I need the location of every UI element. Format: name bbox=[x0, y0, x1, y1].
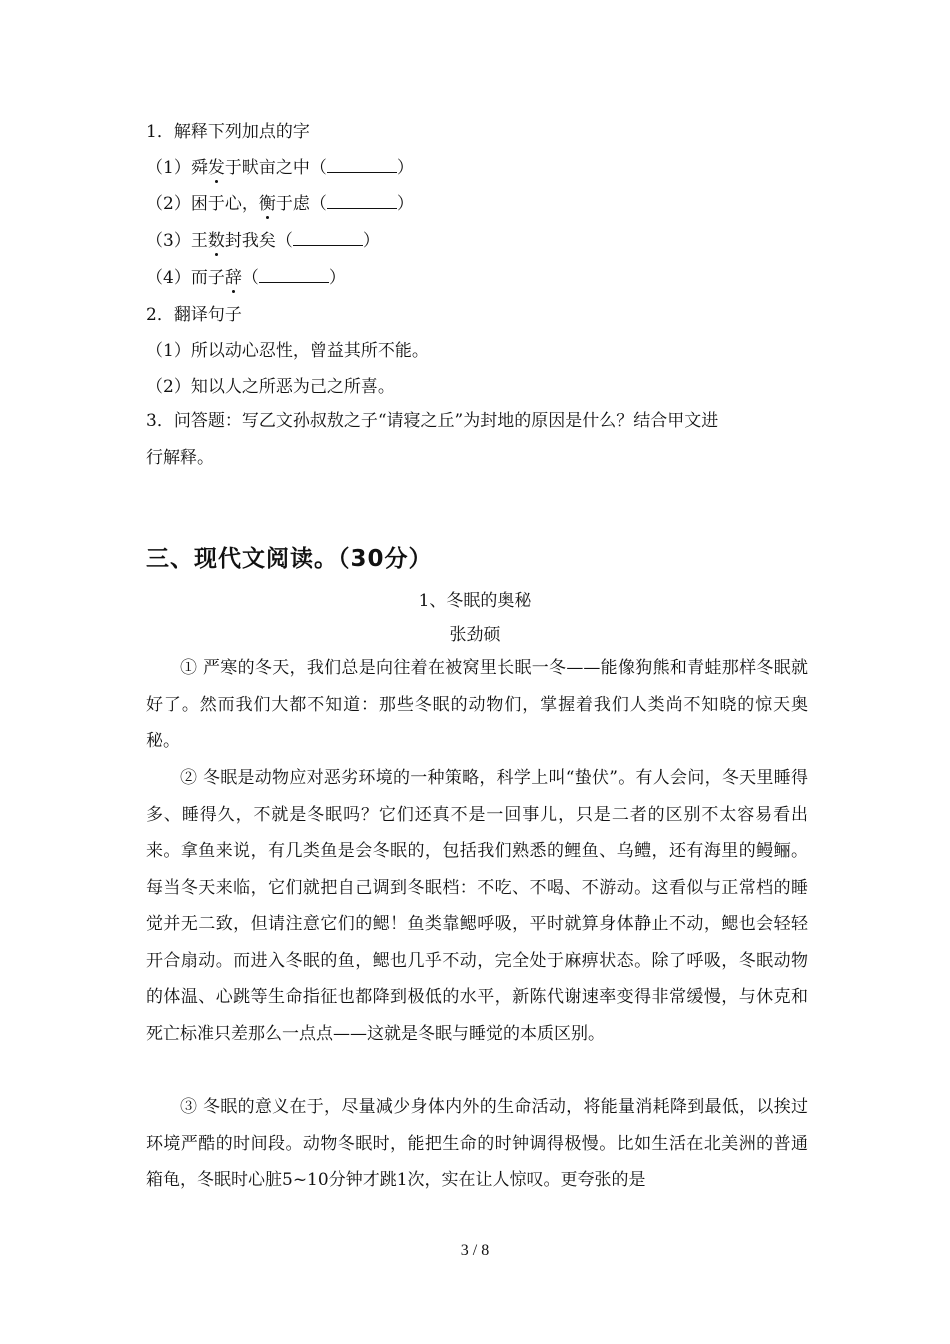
question-1-title: 1．解释下列加点的字 bbox=[146, 122, 310, 142]
article-author: 张劲硕 bbox=[449, 625, 501, 645]
question-2-item: （2）知以人之所恶为己之所喜。 bbox=[146, 377, 395, 397]
question-3-line: 3．问答题：写乙文孙叔敖之子“请寝之丘”为封地的原因是什么？结合甲文进 bbox=[146, 411, 719, 431]
section-heading: 三、现代文阅读。（30分） bbox=[146, 546, 433, 572]
item-prefix: （2）困于心， bbox=[146, 194, 259, 214]
item-prefix: （4）而子 bbox=[146, 268, 225, 288]
item-end: ） bbox=[396, 158, 414, 178]
question-3-line: 行解释。 bbox=[146, 448, 214, 468]
item-end: ） bbox=[396, 194, 414, 214]
answer-blank[interactable] bbox=[327, 157, 397, 173]
dotted-character: 衡 bbox=[258, 194, 276, 214]
question-1-item bbox=[146, 267, 346, 289]
answer-blank[interactable] bbox=[327, 193, 397, 209]
dotted-character: 数 bbox=[207, 231, 225, 251]
item-prefix: （1）舜 bbox=[146, 158, 208, 178]
question-2-item: （1）所以动心忍性，曾益其所不能。 bbox=[146, 341, 429, 361]
page-number: 3 / 8 bbox=[460, 1242, 490, 1259]
item-suffix: 于畎亩之中（ bbox=[224, 158, 327, 178]
question-1-item bbox=[146, 157, 414, 179]
answer-blank[interactable] bbox=[293, 230, 363, 246]
item-suffix: 封我矣（ bbox=[224, 231, 293, 251]
article-paragraph-3: ③ 冬眠的意义在于，尽量减少身体内外的生命活动，将能量消耗降到最低，以挨过环境严酷的时间段。动物冬眠时，能把生命的时钟调得极慢。比如生活在北美洲的普通箱龟，冬眠时心脏5~10分钟才跳1次，实在让人惊叹。更夸张的是 bbox=[146, 1097, 808, 1190]
dotted-character: 辞 bbox=[224, 268, 242, 288]
question-2-title: 2．翻译句子 bbox=[146, 305, 242, 325]
item-suffix: （ bbox=[241, 268, 259, 288]
item-end: ） bbox=[328, 268, 346, 288]
question-1-item bbox=[146, 193, 414, 215]
item-prefix: （3）王 bbox=[146, 231, 208, 251]
dotted-character: 发 bbox=[207, 158, 225, 178]
article-paragraph-1: ① 严寒的冬天，我们总是向往着在被窝里长眠一冬——能像狗熊和青蛙那样冬眠就好了。然而我们大都不知道：那些冬眠的动物们，掌握着我们人类尚不知晓的惊天奥秘。 bbox=[146, 658, 808, 751]
question-1-item bbox=[146, 230, 380, 252]
article-title: 1、冬眠的奥秘 bbox=[418, 591, 532, 611]
item-end: ） bbox=[362, 231, 380, 251]
item-suffix: 于虑（ bbox=[275, 194, 327, 214]
answer-blank[interactable] bbox=[259, 267, 329, 283]
article-paragraph-2: ② 冬眠是动物应对恶劣环境的一种策略，科学上叫“蛰伏”。有人会问，冬天里睡得多、睡得久，不就是冬眠吗？它们还真不是一回事儿，只是二者的区别不太容易看出来。拿鱼来说，有几类鱼是会冬眠的，包括我们熟悉的鲤鱼、乌鳢，还有海里的鳗鲡。每当冬天来临，它们就把自己调到冬眠档：不吃、不喝、不游动。这看似与正常档的睡觉并无二致，但请注意它们的鳃！鱼类靠鳃呼吸，平时就算身体静止不动，鳃也会轻轻开合扇动。而进入冬眠的鱼，鳃也几乎不动，完全处于麻痹状态。除了呼吸，冬眠动物的体温、心跳等生命指征也都降到极低的水平，新陈代谢速率变得非常缓慢，与休克和死亡标准只差那么一点点——这就是冬眠与睡觉的本质区别。 bbox=[146, 768, 808, 1044]
